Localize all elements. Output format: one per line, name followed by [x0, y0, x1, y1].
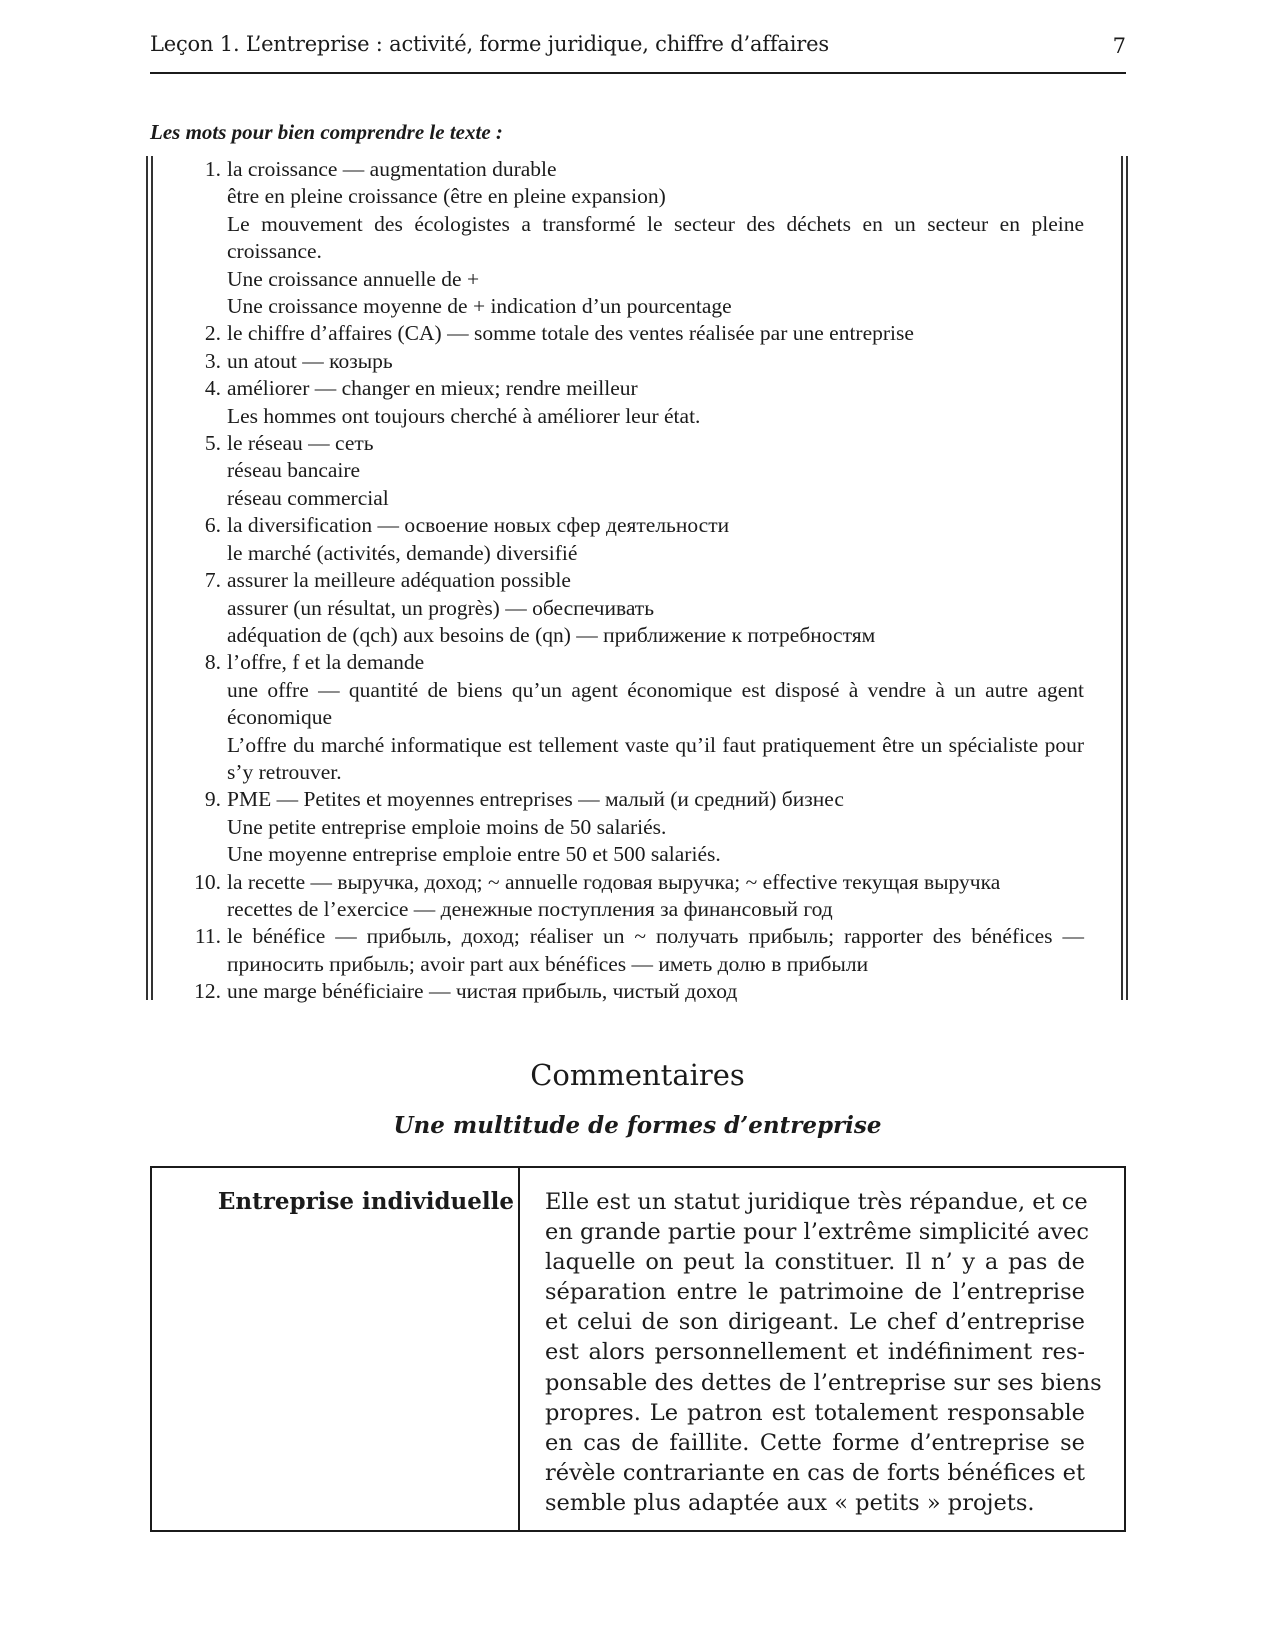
vocabulary-item-line: le réseau — сеть — [227, 431, 374, 456]
vocabulary-item-number: 8. — [204, 650, 221, 675]
term-cell: Entreprise individuelle — [217, 1188, 514, 1215]
vocabulary-item-line: le chiffre d’affaires (CA) — somme totale des ventes réalisée par une entreprise — [227, 321, 914, 346]
vocabulary-item-line: Une croissance moyenne de + indication d’un pourcentage — [227, 294, 732, 319]
running-title: Leçon 1. L’entreprise : activité, forme juridique, chiffre d’affaires — [150, 32, 829, 56]
description-cell — [545, 1187, 1102, 1518]
vocabulary-item-line: réseau commercial — [227, 485, 389, 510]
vocabulary-item-number: 9. — [204, 787, 221, 812]
vocabulary-item-line: adéquation de (qch) aux besoins de (qn) — приближение к потребностям — [227, 622, 876, 647]
vocabulary-item-line: Une moyenne entreprise emploie entre 50 et 500 salariés. — [227, 842, 721, 867]
vocabulary-item-number: 11. — [194, 924, 221, 949]
description-line: laquelle on peut la constituer. Il n’ y a pas de — [545, 1249, 1085, 1276]
description-line: ponsable des dettes de l’entreprise sur ses biens — [545, 1369, 1102, 1396]
table-column-divider — [518, 1168, 520, 1530]
vocabulary-item-line: assurer (un résultat, un progrès) — обеспечивать — [227, 595, 655, 620]
vocabulary-item-number: 10. — [194, 869, 221, 894]
description-line: révèle contrariante en cas de forts bénéfices et — [545, 1459, 1085, 1486]
vocabulary-item-number: 6. — [204, 513, 221, 538]
vocabulary-item — [150, 978, 1126, 1005]
vocabulary-item — [150, 512, 1126, 567]
vocabulary-item-line: l’offre, f et la demande — [227, 650, 425, 675]
right-rule-outer — [1126, 156, 1128, 1000]
vocabulary-item-line: PME — Petites et moyennes entreprises — малый (и средний) бизнес — [227, 787, 844, 812]
vocabulary-item — [150, 786, 1126, 868]
vocabulary-item-line: être en pleine croissance (être en pleine expansion) — [227, 184, 666, 209]
vocabulary-item-line: une marge bénéficiaire — чистая прибыль, чистый доход — [227, 979, 738, 1004]
vocabulary-item-line: Le mouvement des écologistes a transformé le secteur des déchets en un secteur en pleine croissance. — [227, 211, 1084, 264]
description-line: en grande partie pour l’extrême simplicité avec — [545, 1219, 1090, 1246]
vocabulary-item — [150, 375, 1126, 430]
vocabulary-item-line: réseau bancaire — [227, 458, 361, 483]
vocabulary-item — [150, 567, 1126, 649]
vocabulary-item-line: Une petite entreprise emploie moins de 50 salariés. — [227, 814, 667, 839]
vocabulary-item — [150, 649, 1126, 786]
vocabulary-item-number: 2. — [204, 321, 221, 346]
vocabulary-item-line: le marché (activités, demande) diversifié — [227, 540, 578, 565]
vocabulary-item-line: la recette — выручка, доход; ~ annuelle годовая выручка; ~ effective текущая выручка — [227, 869, 1001, 894]
vocabulary-item-number: 7. — [204, 568, 221, 593]
vocabulary-item — [150, 156, 1126, 320]
vocabulary-item — [150, 320, 1126, 347]
vocabulary-item-line: un atout — козырь — [227, 348, 393, 373]
vocabulary-list — [150, 156, 1126, 1006]
vocabulary-item-line: L’offre du marché informatique est tellement vaste qu’il faut pratiquement être un spécialiste pour s’y retrouver. — [227, 732, 1084, 784]
description-line: semble plus adaptée aux « petits » projets. — [545, 1489, 1035, 1516]
page-number: 7 — [1112, 34, 1126, 58]
section-title: Commentaires — [530, 1058, 745, 1092]
vocabulary-item-line: Les hommes ont toujours cherché à améliorer leur état. — [227, 403, 701, 428]
vocabulary-item-number: 1. — [204, 157, 221, 181]
page-header — [150, 30, 1126, 74]
forms-table — [150, 1166, 1126, 1532]
description-line: séparation entre le patrimoine de l’entreprise — [545, 1279, 1085, 1306]
vocabulary-item-line: Une croissance annuelle de + — [227, 266, 480, 291]
vocabulary-item-line: recettes de l’exercice — денежные поступления за финансовый год — [227, 896, 833, 921]
left-rule-outer — [146, 156, 148, 1000]
vocabulary-item-number: 3. — [204, 348, 221, 373]
description-line: est alors personnellement et indéfiniment res- — [545, 1339, 1085, 1366]
vocabulary-box — [150, 156, 1126, 1004]
vocabulary-item — [150, 923, 1126, 978]
vocabulary-heading: Les mots pour bien comprendre le texte : — [150, 120, 503, 144]
vocabulary-item-line: améliorer — changer en mieux; rendre meilleur — [227, 376, 638, 401]
vocabulary-item-line: la diversification — освоение новых сфер деятельности — [227, 513, 730, 538]
description-line: propres. Le patron est totalement responsable — [545, 1399, 1085, 1426]
vocabulary-item-line: la croissance — augmentation durable — [227, 157, 557, 181]
vocabulary-item — [150, 430, 1126, 512]
vocabulary-item — [150, 869, 1126, 924]
vocabulary-item-number: 4. — [204, 376, 221, 401]
vocabulary-item — [150, 348, 1126, 375]
section-subtitle: Une multitude de formes d’entreprise — [393, 1112, 882, 1139]
vocabulary-item-line: le bénéfice — прибыль, доход; réaliser un ~ получать прибыль; rapporter des bénéfices — приносить прибыль; avoir part aux bénéfices — иметь долю в прибыли — [227, 924, 1084, 976]
description-line: et celui de son dirigeant. Le chef d’entreprise — [545, 1309, 1085, 1336]
vocabulary-item-line: assurer la meilleure adéquation possible — [227, 568, 571, 593]
vocabulary-item-number: 5. — [204, 431, 221, 456]
vocabulary-item-line: une offre — quantité de biens qu’un agent économique est disposé à vendre à un autre agent économique — [227, 677, 1084, 730]
vocabulary-item-number: 12. — [194, 979, 221, 1004]
description-line: Elle est un statut juridique très répandue, et ce — [545, 1189, 1088, 1215]
description-line: en cas de faillite. Cette forme d’entreprise se — [545, 1429, 1085, 1456]
